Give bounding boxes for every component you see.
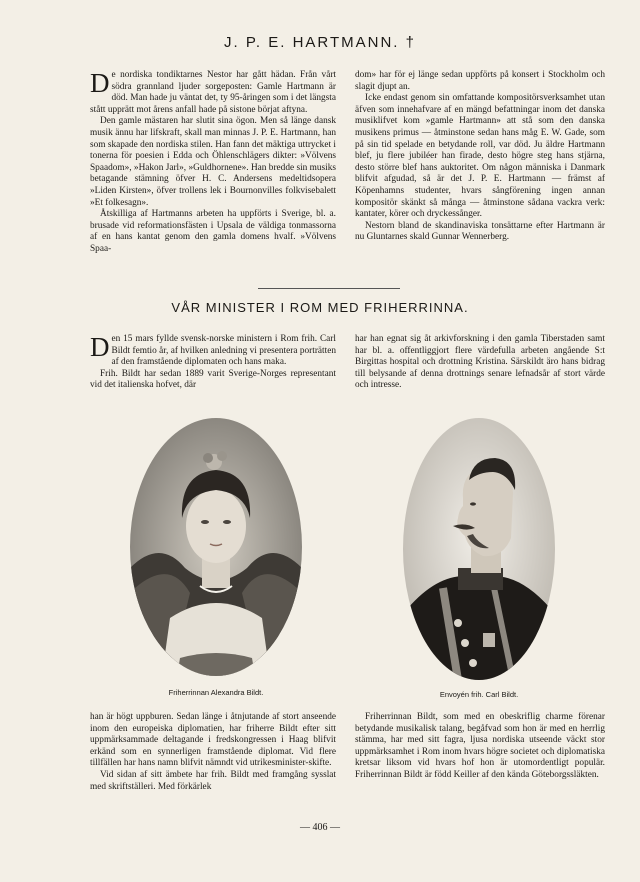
portrait-alexandra-bildt [130,418,302,676]
portrait-carl-bildt [403,418,555,680]
caption-carl-bildt: Envoyén frih. Carl Bildt. [439,690,519,699]
paragraph: en 15 mars fyllde svensk-norske ministern i Rom frih. Carl Bildt femtio år, af hvilken anledning vi presentera porträtten af den framstående diplomaten och hans maka. [111,334,336,368]
minister-bottom-right-column [355,712,605,782]
paragraph: Frih. Bildt har sedan 1889 varit Sverige-Norges representant vid det italienska hofvet, där [90,368,336,391]
paragraph: Vid sidan af sitt ämbete har frih. Bildt med framgång sysslat med skriftställeri. Med förkärlek [90,769,336,792]
portrait-man-image [403,418,555,680]
paragraph: Icke endast genom sin omfattande kompositörsverksamhet utan äfven som innehafvare af en mängd befattningar inom det danska musiklifvet kom »gamle Hartmann» att stå som den danska musikens primus — åtminstone sedan hans måg E. W. Gade, som på sin tid spelade en betydande roll, var död. Ju äldre Hartmann blef, ju flere jubiléer han firade, desto högre steg hans stjärna, desto större blef hans auktoritet. Om någon människa i Danmark blifvit afgudad, så är det J. P. E. Hartmann — främst af Köpenhamns studenter, hvars sångförening ingen annan kompositör skänkt så många — åtminstone sådana vackra verk: kantater, körer och dryckessånger. [355,93,605,220]
paragraph: e nordiska tondiktarnes Nestor har gått hädan. Från vårt södra grannland ljuder sorgeposten: Gamle Hartmann är död. Man hade ju väntat det, ty 95-åringen som i det längsta stått upprätt mot årens anfall hade på sistone börjat aftyna. [90,70,336,115]
minister-left-column [90,334,336,392]
minister-right-column [355,334,605,392]
paragraph: han är högt uppburen. Sedan länge i åtnjutande af stort anseende inom den europeiska diplomatien, har friherre Bildt efter sitt uppmärksammade deltagande i fredskongressen i Haag blifvit erkänd som en synnerligen framstående diplomat. Vid flere tillfällen har hans namn blifvit nämndt vid utrikesminister-skifte. [90,712,336,769]
paragraph: Nestorn bland de skandinaviska tonsättarne efter Hartmann är nu Gluntarnes skald Gunnar Wennerberg. [355,220,605,243]
hartmann-left-column [90,70,336,256]
hartmann-right-column [355,70,605,244]
paragraph: Den gamle mästaren har slutit sina ögon. Men så länge dansk musik ännu har lifskraft, skall man minnas J. P. E. Hartmann, han som skapade den nordiska stilen. Han fann det mäktiga uttrycket i tonerna för poesien i Edda och Öhlenschlägers dikter: »Völvens Spaadom», »Hakon Jarl», »Guldhornene». Han bredde sin musiks betagande stämning öfver H. C. Andersens medeltidsopera »Liden Kirsten», öfver trollens lek i Bournonvilles folkvisebalett »Et folkesagn». [90,116,336,208]
minister-bottom-left-column [90,712,336,793]
paragraph: dom» har för ej länge sedan uppförts på konsert i Stockholm och slagit djupt an. [355,70,605,92]
section-divider [258,288,400,289]
drop-cap: D [90,332,110,362]
paragraph: har han egnat sig åt arkivforskning i den gamla Tiberstaden samt har bl. a. offentliggjort flere värdefulla arbeten angående S:t Birgittas hospital och drottning Kristina. Särskildt äro hans bidrag till belysande af denna drottnings senare lefnadsår af stort värde och intresse. [355,334,605,391]
page-number: — 406 — [300,822,340,833]
article-title-minister: VÅR MINISTER I ROM MED FRIHERRINNA. [171,300,469,315]
portrait-woman-image [130,418,302,676]
paragraph: Friherrinnan Bildt, som med en obeskriflig charme förenar betydande musikalisk talang, begåfvad som hon är med en herrlig stämma, har med sitt fagra, ljusa nordiska utseende väckt stor uppmärksamhet i Rom inom hvars högre societet och diplomatiska kretsar liksom vid hvars hof hon är utomordentligt populär. Friherrinnan Bildt är född Keiller af den kända Göteborgssläkten. [355,712,605,780]
article-title-hartmann: J. P. E. HARTMANN. † [224,34,416,51]
caption-alexandra-bildt: Friherrinnan Alexandra Bildt. [168,688,264,697]
drop-cap: D [90,68,110,98]
paragraph: Åtskilliga af Hartmanns arbeten ha uppförts i Sverige, bl. a. brusade vid reformationsfästen i Upsala de väldiga tonmassorna af en hans kantat genom den gamla domens hvalf. »Völvens Spaa- [90,209,336,254]
